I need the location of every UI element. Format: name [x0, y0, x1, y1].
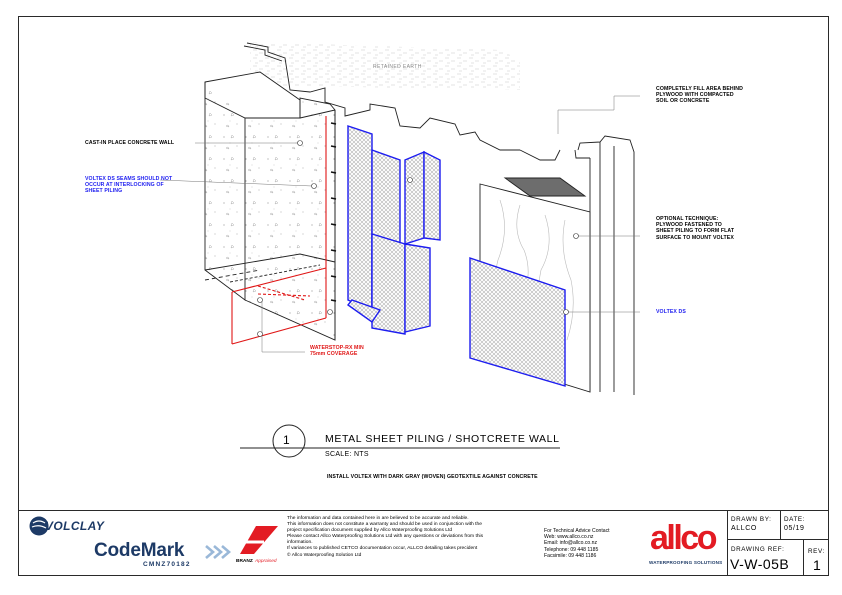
- drawing-title: METAL SHEET PILING / SHOTCRETE WALL: [325, 433, 560, 445]
- contact-heading: For Technical Advice Contact: [544, 528, 610, 534]
- disclaimer-line: project specification document supplied by Allco Waterproofing Solutions Ltd: [287, 528, 453, 534]
- codemark-wordmark: CodeMark: [94, 540, 185, 561]
- rev-label: REV:: [808, 548, 825, 555]
- contact-telephone: Telephone: 09 448 1185: [544, 546, 599, 553]
- volclay-logo: [28, 515, 108, 537]
- info-divider-v2: [803, 539, 804, 576]
- cast-in-place-note: CAST-IN PLACE CONCRETE WALL: [85, 140, 175, 146]
- install-instruction: INSTALL VOLTEX WITH DARK GRAY (WOVEN) GEOTEXTILE AGAINST CONCRETE: [327, 474, 538, 480]
- voltex-ds-note: VOLTEX DS: [656, 309, 686, 315]
- contact-web[interactable]: Web: www.allco.co.nz: [544, 534, 594, 541]
- disclaimer-line: This information does not constitute a warranty and should be used in conjunction with the: [287, 522, 482, 528]
- info-divider-v1: [780, 510, 781, 539]
- contact-facsimile: Facsimile: 09 448 1186: [544, 552, 597, 559]
- branz-logo: [234, 522, 286, 568]
- drawn-by-value: ALLCO: [731, 525, 757, 532]
- waterstop-note: WATERSTOP-RX MIN 75mm COVERAGE: [310, 345, 364, 358]
- detail-number: 1: [283, 433, 290, 447]
- optional-technique-note: OPTIONAL TECHNIQUE: PLYWOOD FASTENED TO SHEET PILING TO FORM FLAT SURFACE TO MOUNT VOLTEX: [656, 216, 735, 241]
- disclaimer-line: If variances to published CETCO documentation occur, ALLCO detailing takes precident: [287, 546, 478, 552]
- chevrons-icon: [204, 544, 234, 560]
- drawing-ref-label: DRAWING REF:: [731, 546, 785, 553]
- disclaimer-line: © Allco Waterproofing Solution Ltd: [287, 552, 362, 558]
- branz-mark-icon: [234, 522, 286, 558]
- retained-earth-label: RETAINED EARTH: [373, 64, 422, 70]
- branz-appraised: Appraised: [255, 559, 277, 564]
- drawing-ref-value: V-W-05B: [730, 556, 790, 572]
- contact-email[interactable]: Email: info@allco.co.nz: [544, 540, 598, 547]
- disclaimer-text: [287, 516, 549, 559]
- volclay-wordmark: VOLCLAY: [45, 519, 105, 533]
- date-label: DATE:: [784, 516, 806, 523]
- voltex-panels: [348, 126, 440, 334]
- allco-wordmark: allco: [650, 519, 715, 557]
- disclaimer-line: information.: [287, 540, 313, 546]
- concrete-wall: [205, 72, 335, 340]
- drawn-by-label: DRAWN BY:: [731, 516, 772, 523]
- seams-note: VOLTEX DS SEAMS SHOULD NOT OCCUR AT INTERLOCKING OF SHEET PILING: [85, 176, 173, 195]
- codemark-id: CMNZ70182: [143, 561, 191, 568]
- drawing-scale: SCALE: NTS: [325, 451, 369, 458]
- info-divider-h: [727, 539, 829, 540]
- allco-logo: [646, 520, 724, 572]
- fill-area-note: COMPLETELY FILL AREA BEHIND PLYWOOD WITH COMPACTED SOIL OR CONCRETE: [656, 86, 743, 105]
- contact-block: [544, 528, 644, 559]
- disclaimer-line: Please contact Allco Waterproofing Solutions Ltd with any questions or deviations from this: [287, 534, 484, 540]
- codemark-logo: [94, 540, 244, 570]
- date-value: 05/19: [784, 525, 805, 532]
- allco-tagline: WATERPROOFING SOLUTIONS: [649, 560, 723, 565]
- rev-value: 1: [813, 557, 822, 573]
- branz-label: BRANZ: [236, 559, 253, 564]
- disclaimer-line: The information and data contained here in are believed to be accurate and reliable.: [287, 516, 469, 521]
